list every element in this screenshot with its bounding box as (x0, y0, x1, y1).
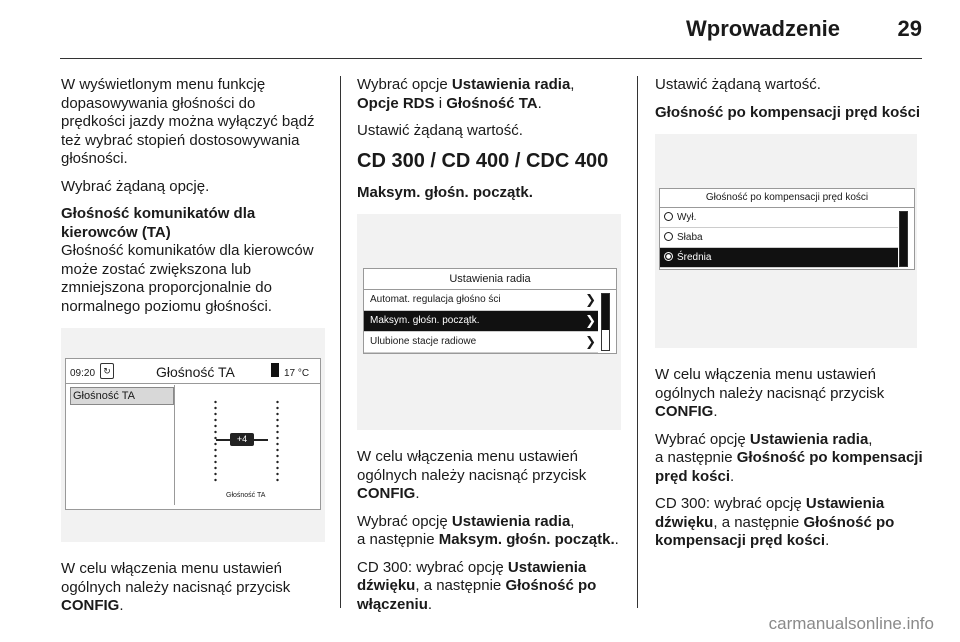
list-item: Słaba (660, 228, 898, 248)
watermark: carmanualsonline.info (768, 614, 934, 633)
config-button-label: CONFIG (357, 485, 416, 502)
slider-label: Głośność TA (226, 492, 266, 499)
paragraph: W wyświetlonym menu funkcję dopasowywania głośności do prędkości jazdy można wyłączyć bądź też wybrać stopień dostosowywania głośności. (61, 76, 315, 167)
thermometer-icon (271, 363, 279, 377)
paragraph: Wybrać opcje Ustawienia radia, Opcje RDS i Głośność TA. (357, 76, 575, 112)
paragraph: CD 300: wybrać opcję Ustawienia dźwięku, a następnie Głośność po włączeniu. (357, 558, 597, 613)
header-rule (60, 58, 922, 59)
level-scale-right (276, 399, 279, 483)
display-panel (65, 358, 321, 510)
scrollbar (601, 293, 610, 351)
scrollbar (899, 211, 908, 267)
volume-compensation-screen-image (655, 134, 917, 348)
display-panel (363, 268, 617, 354)
chevron-right-icon: ❯ (585, 334, 596, 349)
paragraph: Głośność komunikatów dla kierowców może zostać zwiększona lub zmniejszona proporcjonalnie do normalnego poziomu głośności. (61, 242, 314, 315)
volume-value-badge: +4 (230, 433, 254, 446)
level-scale-left (214, 399, 217, 483)
paragraph: CD 300: wybrać opcję Ustawienia dźwięku, a następnie Głośność po kompensacji pręd kości. (655, 495, 895, 549)
radio-off-icon (664, 212, 673, 221)
page-title: Wprowadzenie (685, 16, 840, 41)
column-divider (637, 76, 638, 608)
menu-list (68, 385, 175, 505)
clock-icon: ↻ (100, 363, 114, 379)
screen-title: Głośność po kompensacji pręd kości (660, 189, 914, 208)
display-panel (659, 188, 915, 270)
ta-volume-screen-image (61, 328, 325, 542)
chevron-right-icon: ❯ (585, 292, 596, 307)
screen-title: Ustawienia radia (364, 269, 616, 290)
config-button-label: CONFIG (655, 403, 714, 420)
list-item: Wył. (660, 208, 898, 228)
paragraph: W celu włączenia menu ustawień ogólnych należy nacisnąć przycisk CONFIG. (655, 366, 885, 420)
page-number: 29 (897, 16, 922, 41)
column-3 (655, 76, 925, 560)
column-1 (61, 76, 323, 625)
subsection-heading: Maksym. głośn. początk. (357, 183, 533, 201)
list-item-selected: Średnia (660, 248, 898, 268)
radio-on-icon (664, 252, 673, 261)
paragraph: Ustawić żądaną wartość. (655, 76, 821, 93)
config-button-label: CONFIG (61, 597, 120, 614)
scrollbar-thumb (602, 294, 609, 330)
page-header (0, 0, 960, 60)
paragraph: Ustawić żądaną wartość. (357, 122, 523, 139)
list-item: Automat. regulacja głośno ści ❯ (364, 290, 598, 311)
paragraph: W celu włączenia menu ustawień ogólnych należy nacisnąć przycisk CONFIG. (61, 560, 291, 614)
radio-settings-screen-image (357, 214, 621, 430)
radio-off-icon (664, 232, 673, 241)
paragraph: Wybrać opcję Ustawienia radia, a następnie Maksym. głośn. początk.. (357, 512, 619, 548)
section-heading: Głośność komunikatów dla kierowców (TA) (61, 205, 256, 241)
list-item-selected: Maksym. głośn. początk. ❯ (364, 311, 598, 332)
screen-title: Głośność TA (156, 364, 235, 380)
chevron-right-icon: ❯ (585, 313, 596, 328)
paragraph: Wybrać opcję Ustawienia radia, a następnie Głośność po kompensacji pręd kości. (655, 430, 923, 485)
list-item: Ulubione stacje radiowe ❯ (364, 332, 598, 353)
paragraph: Wybrać żądaną opcję. (61, 177, 210, 195)
paragraph: W celu włączenia menu ustawień ogólnych należy nacisnąć przycisk CONFIG. (357, 448, 587, 502)
clock-time: 09:20 (70, 368, 96, 379)
column-divider (340, 76, 341, 608)
section-heading: CD 300 / CD 400 / CDC 400 (357, 149, 609, 172)
scrollbar-thumb (900, 212, 907, 266)
menu-item-selected: Głośność TA (70, 387, 174, 405)
section-heading: Głośność po kompensacji pręd kości (655, 103, 921, 121)
column-2 (357, 76, 619, 623)
status-bar (66, 359, 320, 384)
temperature: 17 °C (284, 368, 310, 379)
